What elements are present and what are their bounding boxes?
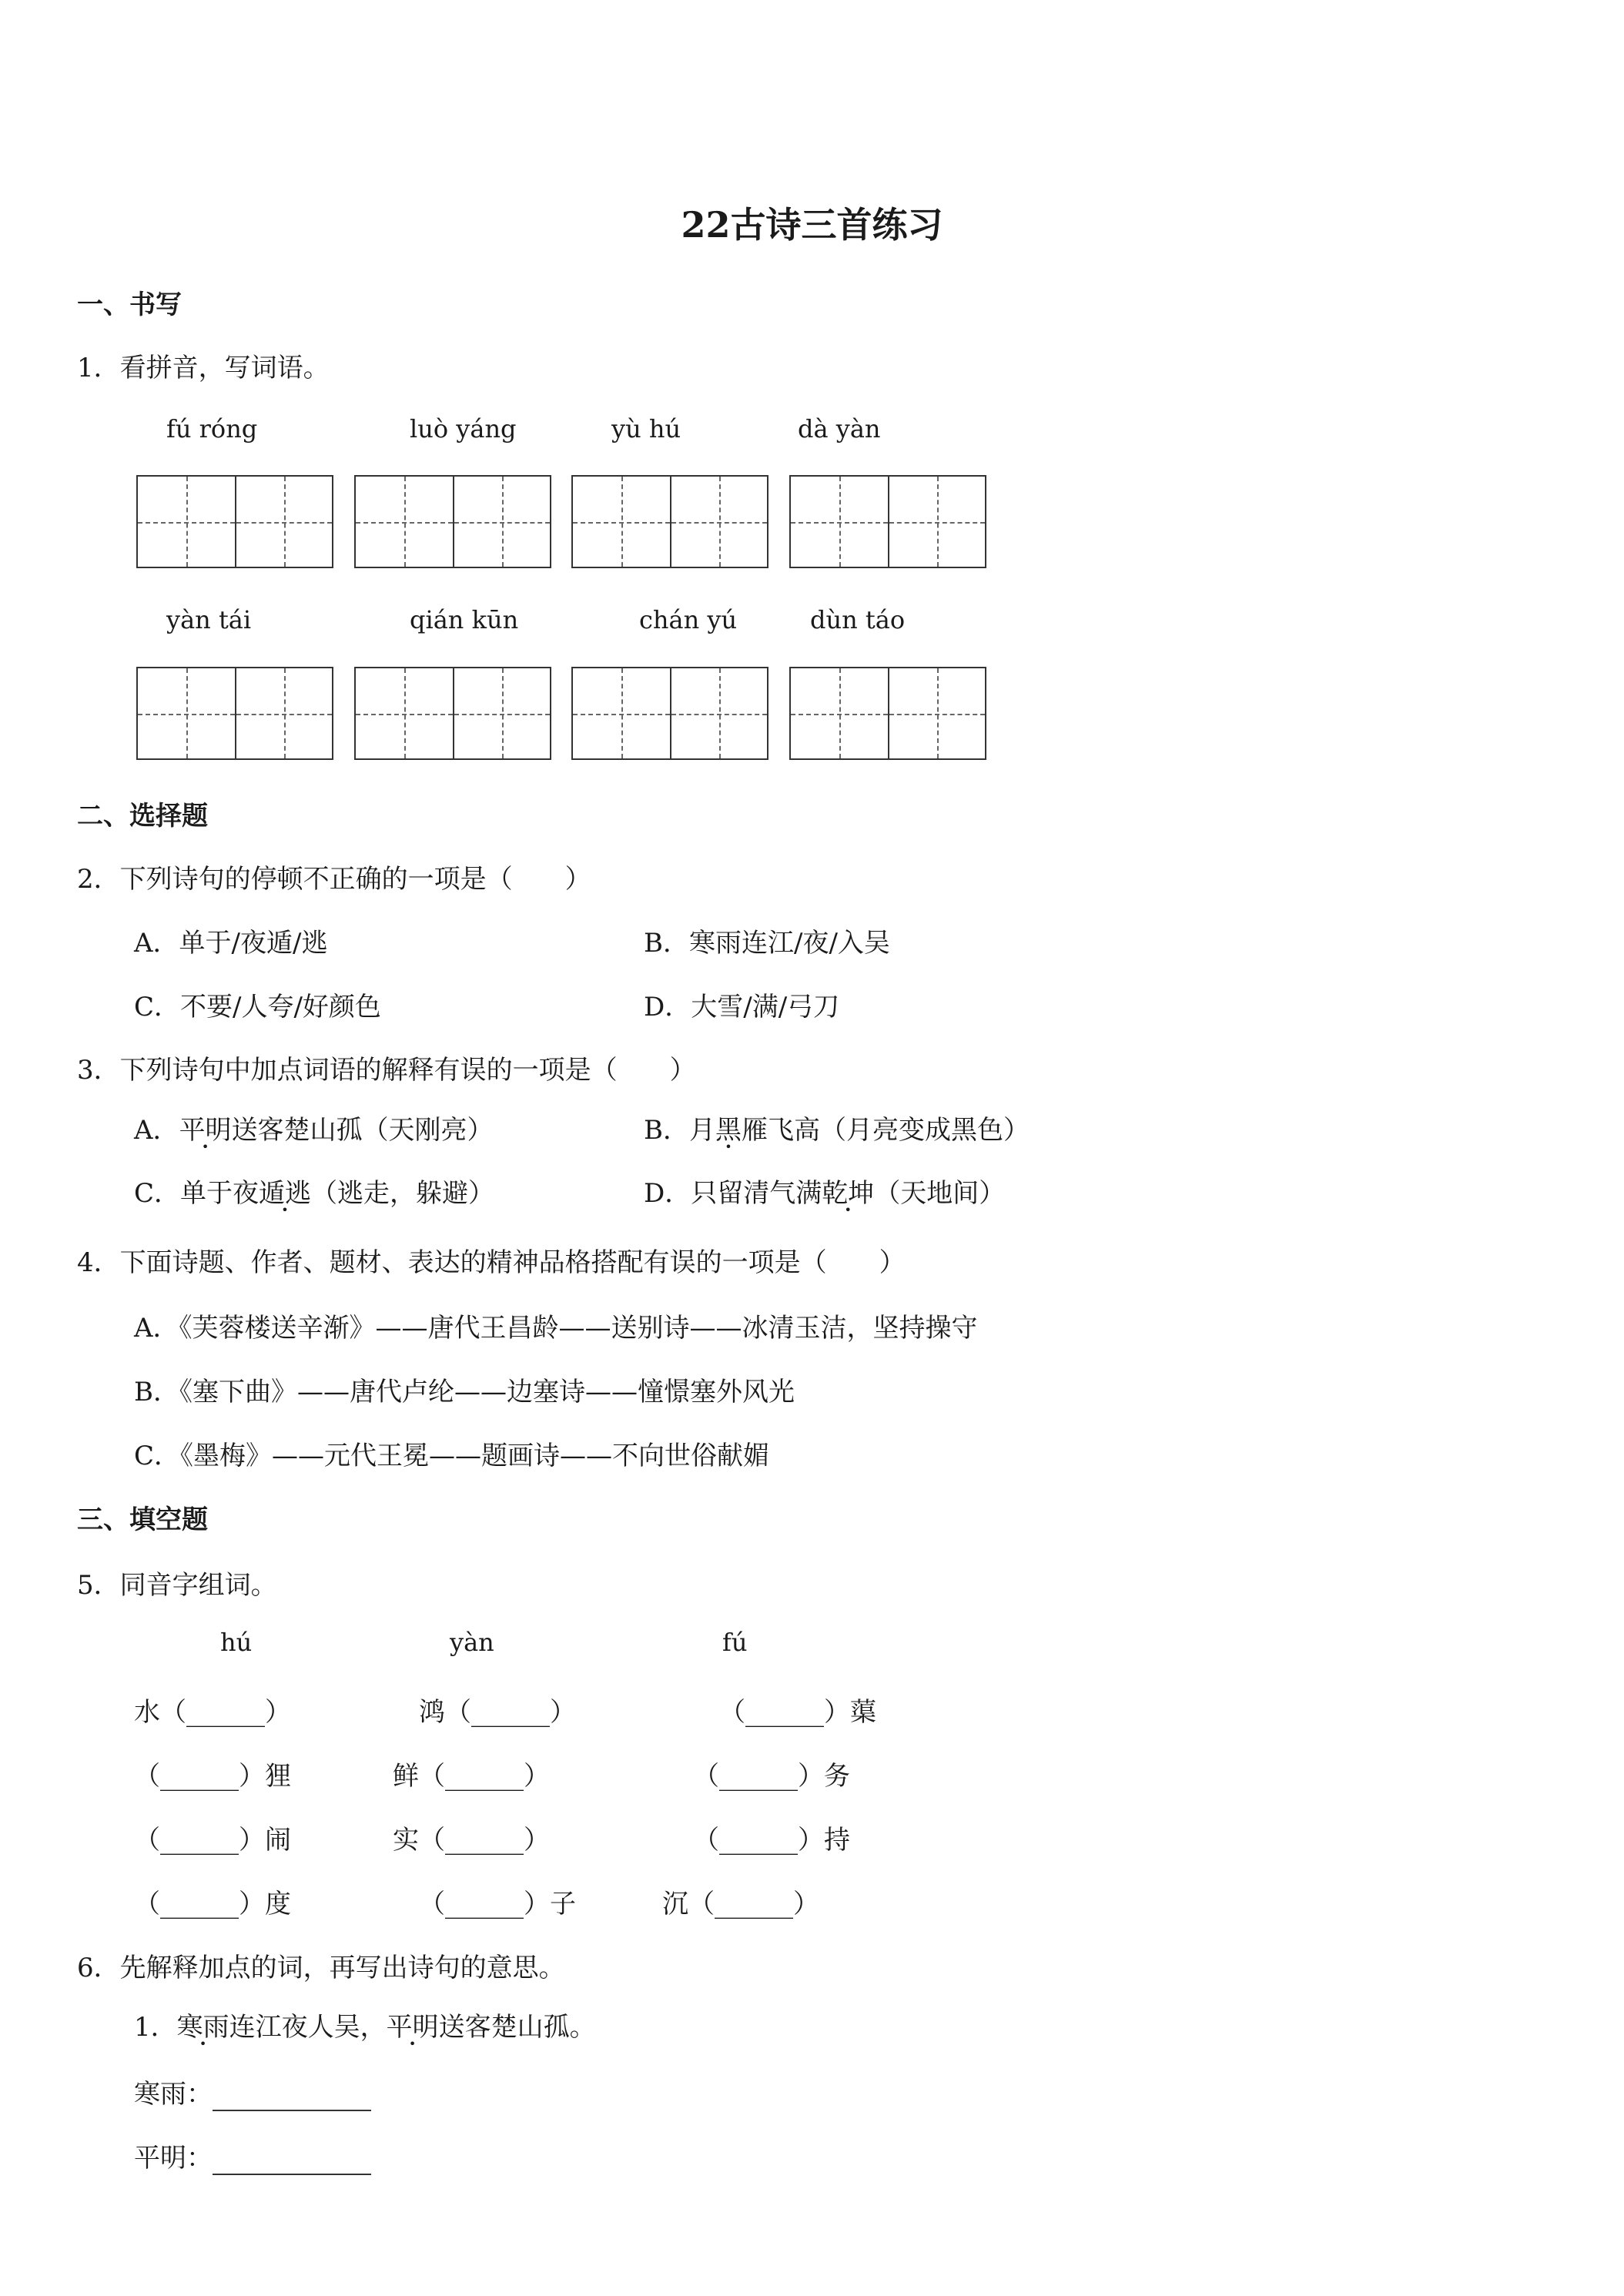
pinyin-label: dà yàn xyxy=(798,414,881,443)
fill-blank-item[interactable]: 鸿（______） xyxy=(419,1697,576,1728)
poem-line: 1．寒雨连江夜人吴，平明送客楚山孤。 xyxy=(134,2012,596,2043)
pinyin-label: qián kūn xyxy=(410,605,519,634)
writing-grid[interactable] xyxy=(354,667,551,760)
q3-option-c[interactable]: C．单于夜遁逃（逃走，躲避） xyxy=(134,1178,495,1209)
answer-field-hanyu[interactable]: 寒雨： xyxy=(134,2073,371,2111)
q2-option-d[interactable]: D．大雪/满/弓刀 xyxy=(644,992,840,1022)
page-title: 22古诗三首练习 xyxy=(681,204,943,246)
question-3-prompt: 3．下列诗句中加点词语的解释有误的一项是（ ） xyxy=(77,1055,696,1086)
fill-blank-item[interactable]: （______）持 xyxy=(693,1825,850,1856)
pinyin-label: chán yú xyxy=(639,605,738,634)
fill-blank-item[interactable]: （______）蕖 xyxy=(719,1697,876,1728)
fill-blank-item[interactable]: （______）务 xyxy=(693,1761,850,1792)
pinyin-label: luò yáng xyxy=(410,414,517,443)
writing-grid[interactable] xyxy=(136,667,333,760)
q4-option-c[interactable]: C．《墨梅》——元代王冕——题画诗——不向世俗献媚 xyxy=(134,1441,770,1471)
fill-blank-item[interactable]: 鲜（______） xyxy=(393,1761,550,1792)
q3-option-a[interactable]: A．平明送客楚山孤（天刚亮） xyxy=(134,1115,494,1146)
question-5-prompt: 5．同音字组词。 xyxy=(77,1570,277,1601)
q4-option-b[interactable]: B．《塞下曲》——唐代卢纶——边塞诗——憧憬塞外风光 xyxy=(134,1377,795,1407)
writing-grid[interactable] xyxy=(571,475,768,568)
pinyin-label: dùn táo xyxy=(810,605,906,634)
q4-option-a[interactable]: A．《芙蓉楼送辛渐》——唐代王昌龄——送别诗——冰清玉洁，坚持操守 xyxy=(134,1313,978,1344)
writing-grid[interactable] xyxy=(136,475,333,568)
q2-option-c[interactable]: C．不要/人夸/好颜色 xyxy=(134,992,381,1022)
section-heading-fill-blank: 三、填空题 xyxy=(77,1504,208,1535)
fill-blank-item[interactable]: （______）子 xyxy=(419,1889,576,1919)
fill-blank-item[interactable]: 沉（______） xyxy=(662,1889,819,1919)
fill-blank-item[interactable]: （______）度 xyxy=(134,1889,291,1919)
pinyin-label: fú xyxy=(722,1628,748,1657)
question-4-prompt: 4．下面诗题、作者、题材、表达的精神品格搭配有误的一项是（ ） xyxy=(77,1247,906,1278)
fill-blank-item[interactable]: 实（______） xyxy=(393,1825,550,1856)
q2-option-b[interactable]: B．寒雨连江/夜/入吴 xyxy=(644,928,890,959)
fill-blank-item[interactable]: （______）闹 xyxy=(134,1825,291,1856)
pinyin-label: hú xyxy=(220,1628,253,1657)
pinyin-label: yàn tái xyxy=(166,605,252,634)
answer-field-pingming[interactable]: 平明： xyxy=(134,2137,371,2175)
writing-grid[interactable] xyxy=(789,475,986,568)
section-heading-choice: 二、选择题 xyxy=(77,801,208,832)
question-6-prompt: 6．先解释加点的词，再写出诗句的意思。 xyxy=(77,1953,565,1983)
writing-grid[interactable] xyxy=(789,667,986,760)
pinyin-label: fú róng xyxy=(166,414,258,443)
section-heading-writing: 一、书写 xyxy=(77,290,182,320)
pinyin-label: yàn xyxy=(450,1628,494,1657)
writing-grid[interactable] xyxy=(354,475,551,568)
q3-option-d[interactable]: D．只留清气满乾坤（天地间） xyxy=(644,1178,1006,1209)
fill-blank-item[interactable]: 水（______） xyxy=(134,1697,291,1728)
writing-grid[interactable] xyxy=(571,667,768,760)
pinyin-label: yù hú xyxy=(611,414,681,443)
question-2-prompt: 2．下列诗句的停顿不正确的一项是（ ） xyxy=(77,864,591,895)
q3-option-b[interactable]: B．月黑雁飞高（月亮变成黑色） xyxy=(644,1115,1030,1146)
fill-blank-item[interactable]: （______）狸 xyxy=(134,1761,291,1792)
question-1-prompt: 1．看拼音，写词语。 xyxy=(77,353,330,383)
q2-option-a[interactable]: A．单于/夜遁/逃 xyxy=(134,928,328,959)
